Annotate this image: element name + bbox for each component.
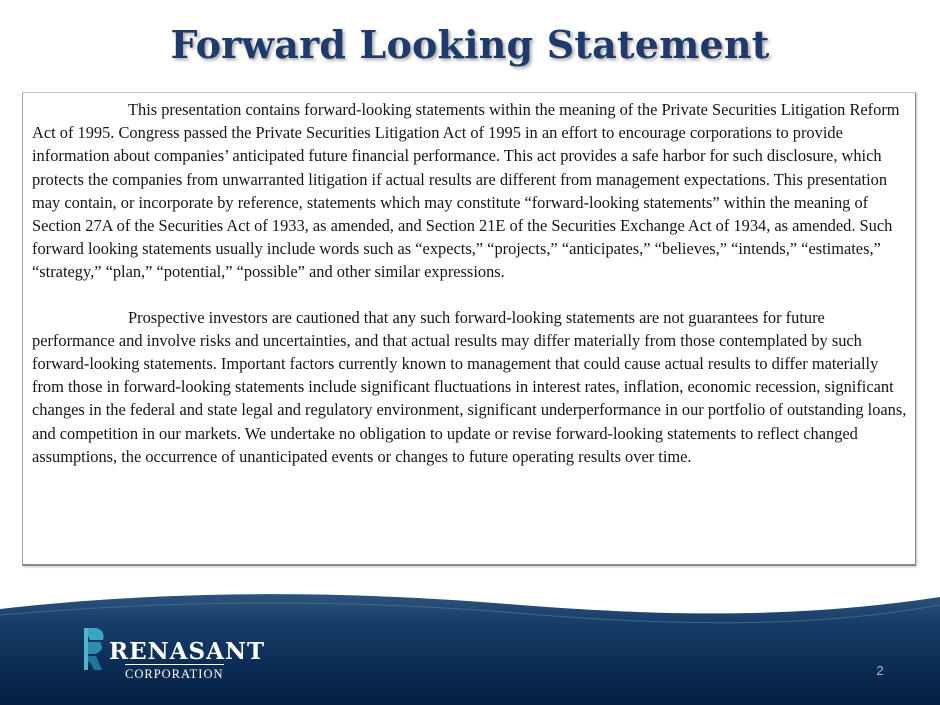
slide-title: Forward Looking Statement (170, 22, 770, 67)
logo-subtitle: CORPORATION (125, 667, 224, 681)
disclaimer-paragraph-2: Prospective investors are cautioned that any such forward-looking statements are not guarantees for future performance and involve risks and uncertainties, and that actual results may differ materially from those contemplated by such forward-looking statements. Important factors currently known to management that could cause actual results to differ materially from those in forward-looking statements include significant fluctuations in interest rates, inflation, economic recession, significant changes in the federal and state legal and regulatory environment, significant underperformance in our portfolio of outstanding loans, and competition in our markets. We undertake no obligation to update or revise forward-looking statements to reflect changed assumptions, the occurrence of unanticipated events or changes to future operating results over time. (32, 307, 907, 466)
logo-wordmark: RENASANT (109, 638, 266, 665)
renasant-r-logo-icon (82, 626, 108, 672)
disclaimer-text-box (22, 92, 916, 566)
page-number: 2 (876, 663, 884, 678)
disclaimer-paragraph-1: This presentation contains forward-looking statements within the meaning of the Private Securities Litigation Reform Act of 1995. Congress passed the Private Securities Litigation Act of 1995 in an effort to encourage corporations to provide information about companies’ anticipated future financial performance. This act provides a safe harbor for such disclosure, which protects the companies from unwarranted litigation if actual results are different from management expectations. This presentation may contain, or incorporate by reference, statements which may constitute “forward-looking statements” within the meaning of Section 27A of the Securities Act of 1933, as amended, and Section 21E of the Securities Exchange Act of 1934, as amended. Such forward looking statements usually include words such as “expects,” “projects,” “anticipates,” “believes,” “intends,” “estimates,” “strategy,” “plan,” “potential,” “possible” and other similar expressions. (32, 100, 900, 282)
renasant-logo (82, 626, 266, 684)
